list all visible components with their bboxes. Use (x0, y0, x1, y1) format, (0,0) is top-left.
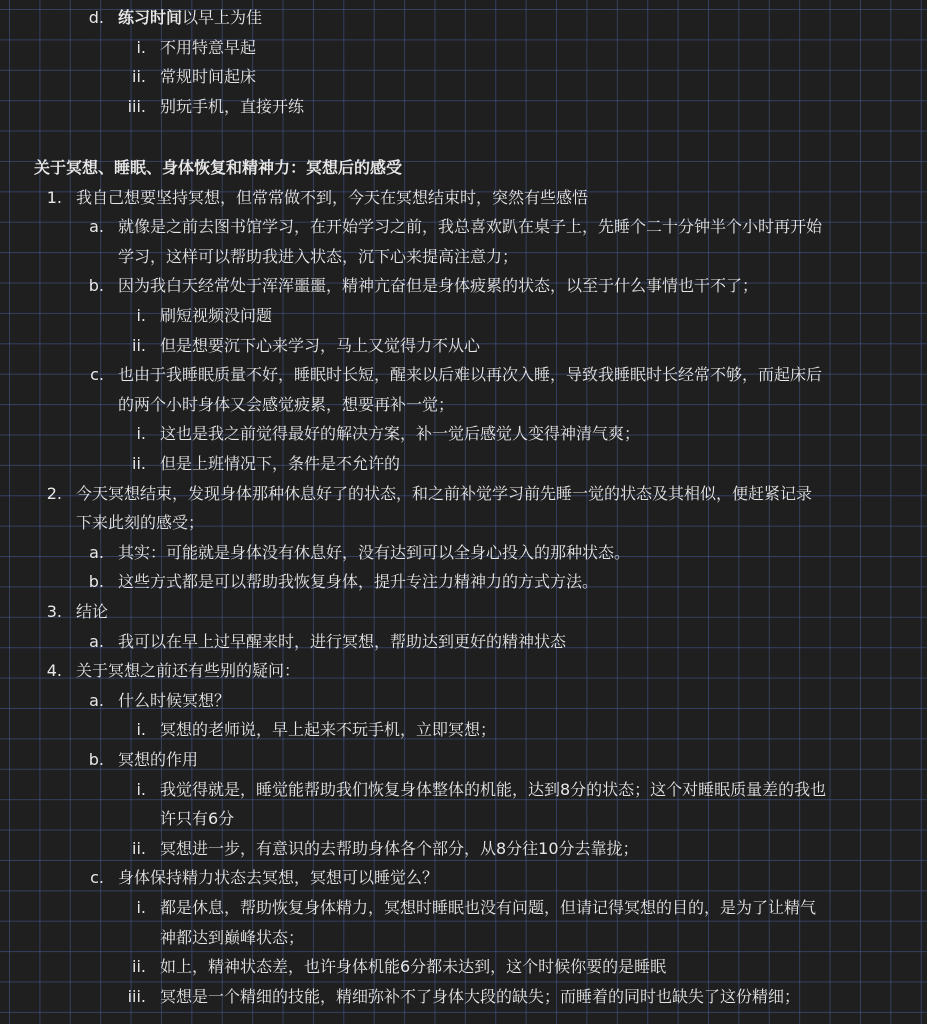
list-item-text: 神都达到巅峰状态； (160, 927, 305, 947)
list-marker: i. (136, 898, 146, 917)
list-item-text: 冥想是一个精细的技能，精细弥补不了身体大段的缺失；而睡着的同时也缺失了这份精细； (160, 986, 801, 1006)
list-marker: iii. (127, 986, 146, 1006)
list-item-text: 这些方式都是可以帮助我恢复身体，提升专注力精神力的方式方法。 (118, 572, 599, 592)
list-item-text: 下来此刻的感受； (76, 513, 205, 533)
list-marker: ii. (132, 67, 146, 87)
list-marker: b. (88, 572, 104, 592)
list-marker: iii. (127, 96, 146, 116)
list-item-text: 也由于我睡眠质量不好，睡眠时长短，醒来以后难以再次入睡，导致我睡眠时长经常不够，而起床后 (118, 365, 823, 385)
list-marker: ii. (132, 957, 146, 977)
list-item-text: 就像是之前去图书馆学习，在开始学习之前，我总喜欢趴在桌子上，先睡个二十分钟半个小时再开始 (118, 217, 823, 237)
list-marker: c. (90, 868, 104, 888)
list-marker: i. (136, 720, 146, 740)
list-item-text: 但是上班情况下，条件是不允许的 (160, 454, 401, 473)
list-marker: ii. (132, 838, 146, 858)
list-item-text: 什么时候冥想？ (118, 690, 231, 710)
list-marker: a. (89, 542, 104, 562)
list-item-text: 其实：可能就是身体没有休息好，没有达到可以全身心投入的那种状态。 (118, 542, 631, 562)
list-item-text: 关于冥想之前还有些别的疑问： (76, 661, 301, 681)
list-marker: 2. (46, 483, 62, 503)
list-item-text: 我觉得就是，睡觉能帮助我们恢复身体整体的机能，达到8分的状态；这个对睡眠质量差的我也 (160, 779, 827, 799)
list-marker: a. (89, 690, 104, 710)
item-bold-text: 练习时间 (118, 8, 183, 27)
list-marker: a. (89, 631, 104, 651)
list-marker: i. (136, 306, 146, 325)
list-item-text: 我自己想要坚持冥想，但常常做不到，今天在冥想结束时，突然有些感悟 (76, 187, 589, 207)
list-marker: b. (88, 750, 104, 769)
list-item-text: 冥想的作用 (118, 750, 199, 769)
list-item-text: 的两个小时身体又会感觉疲累，想要再补一觉； (118, 394, 455, 414)
list-item-text: 学习，这样可以帮助我进入状态，沉下心来提高注意力； (118, 246, 519, 266)
list-item-text: 冥想进一步，有意识的去帮助身体各个部分，从8分往10分去靠拢； (160, 838, 639, 858)
list-marker: ii. (132, 335, 146, 355)
list-marker: c. (90, 365, 104, 385)
list-item-text: 常规时间起床 (160, 67, 257, 87)
list-marker: d. (88, 8, 104, 27)
list-marker: ii. (132, 454, 146, 473)
list-item-text: 不用特意早起 (160, 37, 257, 57)
list-item-text: 今天冥想结束，发现身体那种休息好了的状态，和之前补觉学习前先睡一觉的状态及其相似，便赶紧记录 (76, 483, 813, 503)
list-item-text: 冥想的老师说，早上起来不玩手机，立即冥想； (160, 720, 497, 740)
list-marker: i. (136, 37, 146, 57)
list-marker: 4. (46, 661, 62, 681)
list-item-text: 这也是我之前觉得最好的解决方案，补一觉后感觉人变得神清气爽； (160, 424, 641, 444)
list-item-text: 如上，精神状态差，也许身体机能6分都未达到，这个时候你要的是睡眠 (160, 957, 667, 977)
list-marker: 1. (46, 187, 62, 207)
list-marker: a. (89, 217, 104, 237)
list-item-text: 结论 (76, 602, 109, 621)
list-marker: i. (136, 424, 146, 444)
list-item-text: 我可以在早上过早醒来时，进行冥想，帮助达到更好的精神状态 (118, 631, 567, 651)
list-item-text: 因为我白天经常处于浑浑噩噩，精神亢奋但是身体疲累的状态，以至于什么事情也干不了； (118, 276, 759, 296)
item-text: 以早上为佳 (182, 8, 263, 27)
list-marker: 3. (46, 602, 62, 621)
list-marker: b. (88, 276, 104, 296)
list-marker: i. (136, 779, 146, 799)
list-item-text: 刷短视频没问题 (160, 306, 273, 325)
list-item-text: 许只有6分 (160, 809, 235, 829)
list-item-text: 别玩手机，直接开练 (160, 96, 305, 116)
section-heading: 关于冥想、睡眠、身体恢复和精神力：冥想后的感受 (34, 158, 403, 177)
list-item-text: 但是想要沉下心来学习，马上又觉得力不从心 (160, 335, 481, 355)
list-item-text: 都是休息，帮助恢复身体精力，冥想时睡眠也没有问题，但请记得冥想的目的，是为了让精气 (160, 898, 817, 917)
list-item-text: 身体保持精力状态去冥想，冥想可以睡觉么？ (118, 868, 439, 888)
